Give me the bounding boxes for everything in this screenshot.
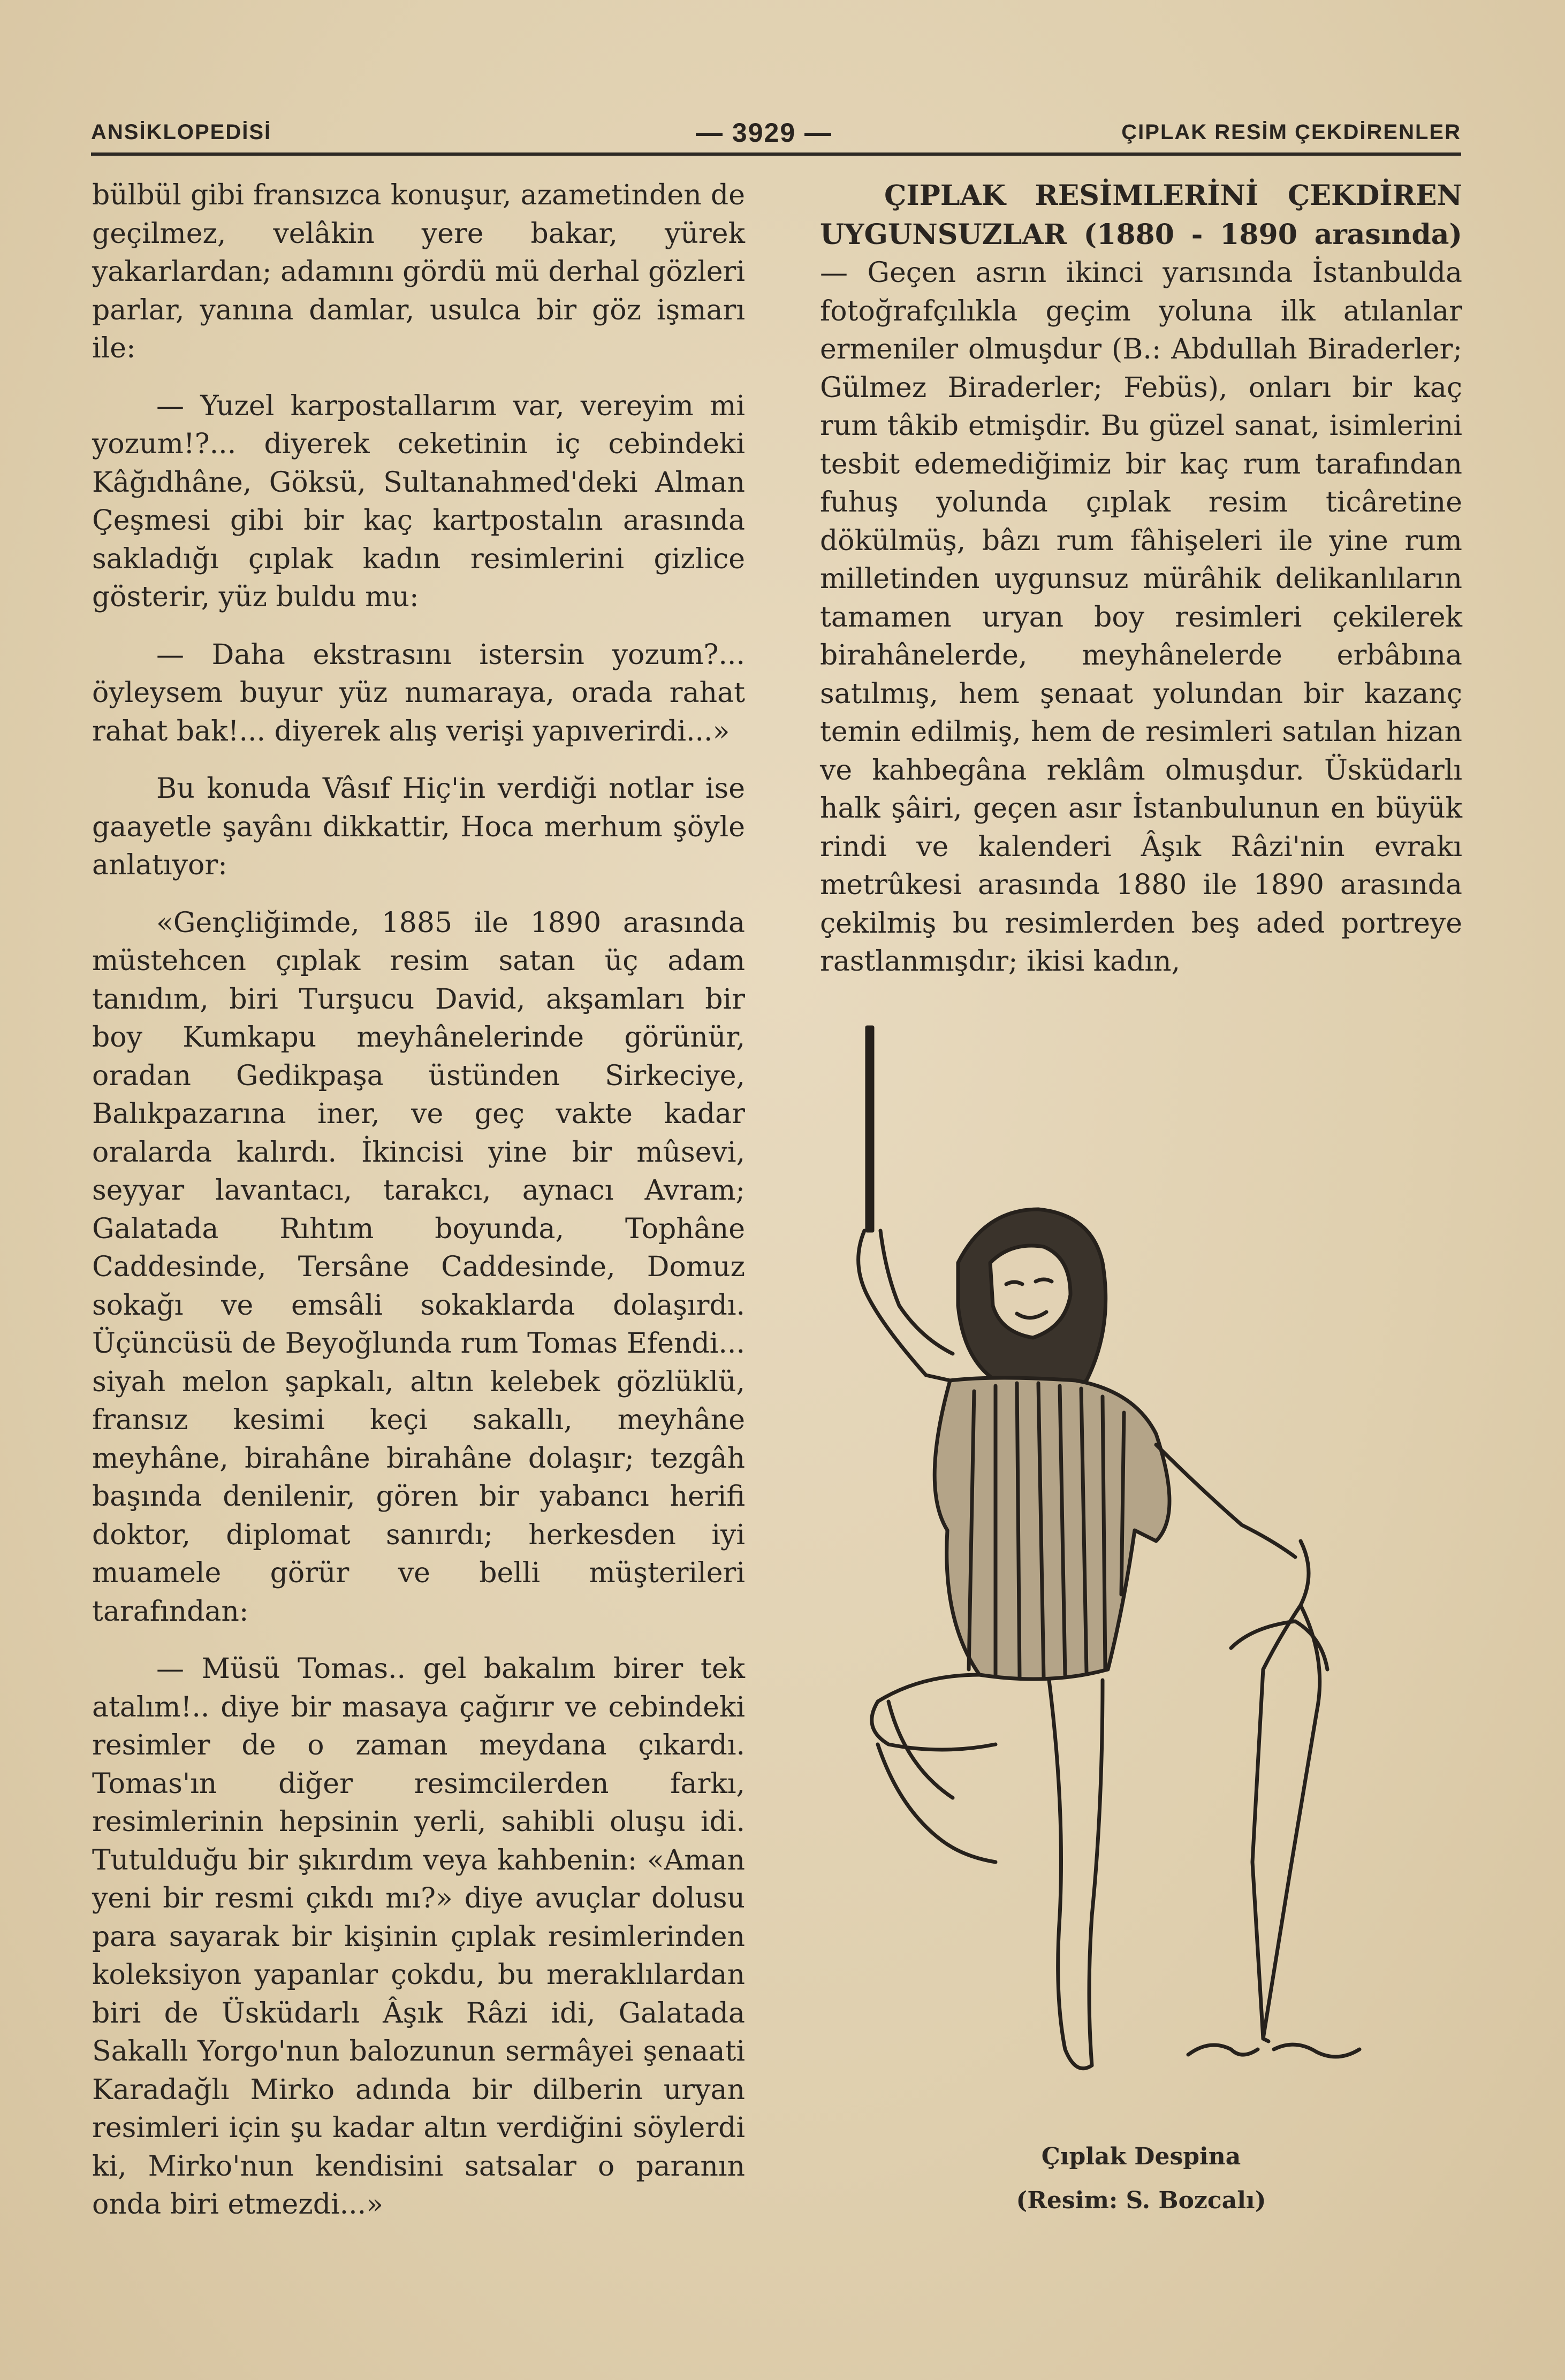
running-header: [91, 115, 1461, 152]
page-number: — 3929 —: [696, 118, 833, 148]
illustration-despina: [835, 1006, 1424, 2215]
caption-title: Çıplak Despina: [1041, 2143, 1241, 2170]
paragraph: — Daha ekstrasını istersin yozum?... öyleysem buyur yüz numaraya, orada rahat rahat bak!... diyerek alış verişi yapıverirdi...»: [92, 638, 745, 747]
header-rule: [91, 152, 1461, 156]
paragraph: bülbül gibi fransızca konuşur, azametinden de geçilmez, velâkin yere bakar, yürek yakarlardan; adamını gördü mü derhal gözleri parlar, yanına damlar, usulca bir göz işmarı ile:: [92, 179, 745, 364]
right-column: [820, 177, 1462, 981]
left-column: [92, 177, 745, 2224]
article-heading: ÇIPLAK RESİMLERİNİ ÇEKDİREN UYGUNSUZLAR (1880 - 1890 arasında): [820, 179, 1462, 251]
article-body: [820, 177, 1462, 981]
header-left: ANSİKLOPEDİSİ: [91, 120, 272, 144]
figure-caption: [820, 2135, 1462, 2223]
caption-credit: (Resim: S. Bozcalı): [1016, 2187, 1266, 2214]
paragraph: «Gençliğimde, 1885 ile 1890 arasında müstehcen çıplak resim satan üç adam tanıdım, biri Turşucu David, akşamları bir boy Kumkapu meyhânelerinde görünür, oradan Gedikpaşa üstünden Sirkeciye, Balıkpazarına iner, ve geç vakte kadar oralarda kalırdı. İkincisi yine bir mûsevi, seyyar lavantacı, tarakcı, aynacı Avram; Galatada Rıhtım boyunda, Tophâne Caddesinde, Tersâne Caddesinde, Domuz sokağı ve emsâli sokaklarda dolaşırdı. Üçüncüsü de Beyoğlunda rum Tomas Efendi... siyah melon şapkalı, altın kelebek gözlüklü, fransız kesimi keçi sakallı, meyhâne meyhâne, birahâne birahâne dolaşır; tezgâh başında denilenir, gören bir yabancı herifi doktor, diplomat sanırdı; herkesden iyi muamele görür ve belli müşterileri tarafından:: [92, 906, 745, 1628]
paragraph: — Yuzel karpostallarım var, vereyim mi yozum!?... diyerek ceketinin iç cebindeki Kâğıdhâne, Göksü, Sultanahmed'deki Alman Çeşmesi gibi bir kaç kartpostalın arasında sakladığı çıplak kadın resimlerini gizlice gösterir, yüz buldu mu:: [92, 390, 745, 613]
article-text: — Geçen asrın ikinci yarısında İstanbulda fotoğrafçılıkla geçim yoluna ilk atılanlar ermeniler olmuşdur (B.: Abdullah Biraderler; Gülmez Biraderler; Febüs), onları bir kaç rum tâkib etmişdir. Bu güzel sanat, isimlerini tesbit edemediğimiz bir kaç rum tarafından fuhuş yolunda çıplak resim ticâretine dökülmüş, bâzı rum fâhişeleri ile yine rum milletinden uygunsuz mürâhik delikanlıların tamamen uryan boy resimleri çekilerek birahânelerde, meyhânelerde erbâbına satılmış, hem şenaat yolundan bir kazanç temin edilmiş, hem de resimleri satılan hizan ve kahbegâna reklâm olmuşdur. Üsküdarlı halk şâiri, geçen asır İstanbulunun en büyük rindi ve kalenderi Âşık Râzi'nin evrakı metrûkesi arasında 1880 ile 1890 arasında çekilmiş bu resimlerden beş aded portreye rastlanmışdır; ikisi kadın,: [820, 257, 1462, 978]
paragraph: Bu konuda Vâsıf Hiç'in verdiği notlar ise gaayetle şayânı dikkattir, Hoca merhum şöyle anlatıyor:: [92, 773, 745, 881]
paragraph: — Müsü Tomas.. gel bakalım birer tek atalım!.. diye bir masaya çağırır ve cebindeki resimler de o zaman meydana çıkardı. Tomas'ın diğer resimcilerden farkı, resimlerinin hepsinin yerli, sahibli oluşu idi. Tutulduğu bir şıkırdım veya kahbenin: «Aman yeni bir resmi çıkdı mı?» diye avuçlar dolusu para sayarak bir kişinin çıplak resimlerinden koleksiyon yapanlar çokdu, bu meraklılardan biri de Üsküdarlı Âşık Râzi idi, Galatada Sakallı Yorgo'nun balozunun sermâyei şenaati Karadağlı Mirko adında bir dilberin uryan resimleri için şu kadar altın verdiğini söylerdi ki, Mirko'nun kendisini satsalar o paranın onda biri etmezdi...»: [92, 1653, 745, 2221]
header-right: ÇIPLAK RESİM ÇEKDİRENLER: [1121, 120, 1461, 144]
